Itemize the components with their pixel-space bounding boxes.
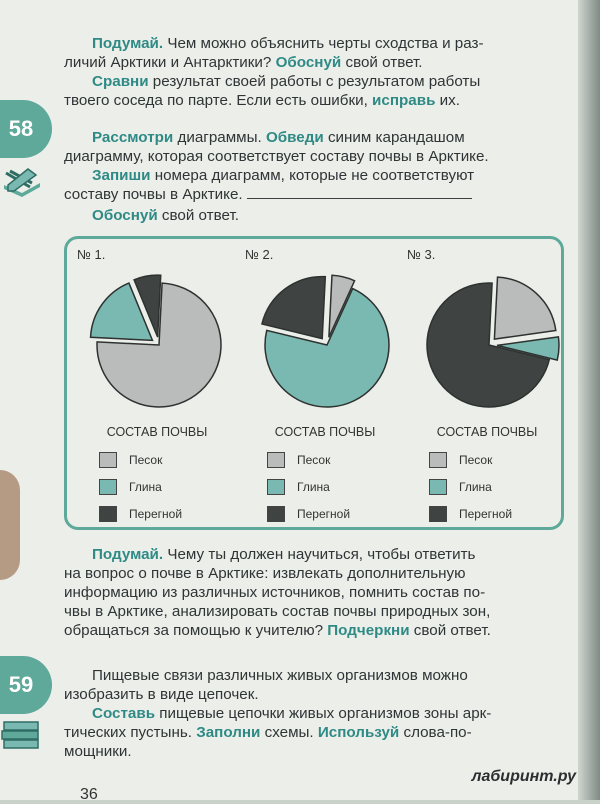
- pie-chart: [77, 267, 237, 427]
- page-edge: [578, 0, 600, 800]
- text: личий Арктики и Антарктики?: [64, 54, 276, 71]
- intro-line-2: [64, 53, 559, 72]
- task-number-59: 59: [0, 656, 52, 714]
- swatch: [267, 479, 285, 495]
- legend-title: СОСТАВ ПОЧВЫ: [436, 425, 538, 439]
- task59-line-3: [64, 704, 559, 723]
- watermark-logo: лабиринт.ру: [471, 768, 576, 785]
- text: Пищевые связи различных живых организмов можно: [92, 667, 468, 684]
- keyword: Составь: [92, 705, 156, 722]
- task59-line-5: мощники.: [64, 743, 132, 760]
- legend-label: Глина: [129, 480, 162, 494]
- legend-label: Песок: [129, 453, 163, 467]
- pie-slice-humus: [262, 277, 325, 339]
- task59-line-1: [64, 666, 559, 685]
- pie-chart: [407, 267, 567, 427]
- text: пищевые цепочки живых организмов зоны арк-: [155, 705, 492, 722]
- task59-line-4: [64, 723, 559, 742]
- soil-diagrams-box: [64, 236, 564, 530]
- task-number-58: 58: [0, 100, 52, 158]
- legend-item-sand: [429, 452, 492, 468]
- swatch: [429, 479, 447, 495]
- legend-label: Глина: [297, 480, 330, 494]
- diagram-3[interactable]: [407, 247, 567, 527]
- reflect-line-1: [64, 545, 559, 564]
- legend-title: СОСТАВ ПОЧВЫ: [274, 425, 376, 439]
- write-task-icon: [0, 165, 44, 199]
- answer-field[interactable]: [247, 187, 472, 199]
- legend-item-sand: [99, 452, 162, 468]
- keyword: Заполни: [196, 724, 261, 741]
- task58-line-4: [64, 185, 559, 204]
- pie-chart: [245, 267, 405, 427]
- task58-line-5: [64, 206, 559, 225]
- task58-line-3: [64, 166, 559, 185]
- text: тических пустынь.: [64, 724, 197, 741]
- legend-item-humus: [429, 506, 512, 522]
- swatch: [429, 506, 447, 522]
- legend-item-humus: [267, 506, 350, 522]
- legend-label: Песок: [297, 453, 331, 467]
- text: синим карандашом: [323, 129, 465, 146]
- keyword: Обведи: [265, 129, 324, 146]
- intro-line-3: [64, 72, 559, 91]
- swatch: [267, 506, 285, 522]
- diagram-label: № 2.: [245, 247, 274, 262]
- text: номера диаграмм, которые не соответствуют: [150, 167, 475, 184]
- legend-item-sand: [267, 452, 330, 468]
- keyword: Используй: [317, 724, 400, 741]
- legend-label: Перегной: [129, 507, 183, 521]
- page-number: 36: [80, 786, 98, 803]
- reflect-line-4: чвы в Арктике, анализировать состав почвы природных зон,: [64, 603, 491, 620]
- keyword: исправь: [372, 92, 436, 109]
- swatch: [99, 452, 117, 468]
- thumb: [0, 470, 20, 580]
- swatch: [429, 452, 447, 468]
- books-icon: [0, 718, 44, 752]
- diagram-label: № 1.: [77, 247, 106, 262]
- keyword: Обоснуй: [275, 54, 342, 71]
- legend-label: Песок: [459, 453, 493, 467]
- diagram-2[interactable]: [245, 247, 405, 527]
- keyword: Рассмотри: [92, 129, 174, 146]
- keyword: Обоснуй: [92, 207, 158, 224]
- text: результат своей работы с результатом работы: [148, 73, 481, 90]
- reflect-line-2: на вопрос о почве в Арктике: извлекать дополнительную: [64, 565, 466, 582]
- legend-title: СОСТАВ ПОЧВЫ: [106, 425, 208, 439]
- swatch: [267, 452, 285, 468]
- keyword: Подумай.: [92, 35, 164, 52]
- task58-line-1: [64, 128, 559, 147]
- task59-line-2: изобразить в виде цепочек.: [64, 686, 259, 703]
- swatch: [99, 506, 117, 522]
- text: схемы.: [260, 724, 318, 741]
- diagram-1[interactable]: [77, 247, 237, 527]
- text: Чему ты должен научиться, чтобы ответить: [163, 546, 476, 563]
- text: Чем можно объяснить черты сходства и раз-: [163, 35, 484, 52]
- text: обращаться за помощью к учителю?: [64, 622, 328, 639]
- text: их.: [435, 92, 460, 109]
- pie-slice-sand: [494, 277, 555, 339]
- reflect-line-5: [64, 621, 559, 640]
- text: составу почвы в Арктике.: [64, 186, 247, 203]
- keyword: Сравни: [92, 73, 149, 90]
- text: слова-по-: [399, 724, 472, 741]
- intro-line-4: [64, 91, 559, 110]
- legend-item-clay: [267, 479, 330, 495]
- text: свой ответ.: [409, 622, 491, 639]
- legend-item-clay: [99, 479, 162, 495]
- text: свой ответ.: [157, 207, 239, 224]
- text: диаграммы.: [173, 129, 266, 146]
- task58-line-2: диаграмму, которая соответствует составу почвы в Арктике.: [64, 148, 489, 165]
- keyword: Подумай.: [92, 546, 164, 563]
- reflect-line-3: информацию из различных источников, помнить состав по-: [64, 584, 486, 601]
- legend-label: Перегной: [297, 507, 351, 521]
- legend-label: Перегной: [459, 507, 513, 521]
- text: твоего соседа по парте. Если есть ошибки,: [64, 92, 373, 109]
- legend-item-humus: [99, 506, 182, 522]
- keyword: Подчеркни: [327, 622, 410, 639]
- swatch: [99, 479, 117, 495]
- legend-label: Глина: [459, 480, 492, 494]
- text: свой ответ.: [341, 54, 423, 71]
- keyword: Запиши: [92, 167, 151, 184]
- intro-line-1: [64, 34, 559, 53]
- diagram-label: № 3.: [407, 247, 436, 262]
- legend-item-clay: [429, 479, 492, 495]
